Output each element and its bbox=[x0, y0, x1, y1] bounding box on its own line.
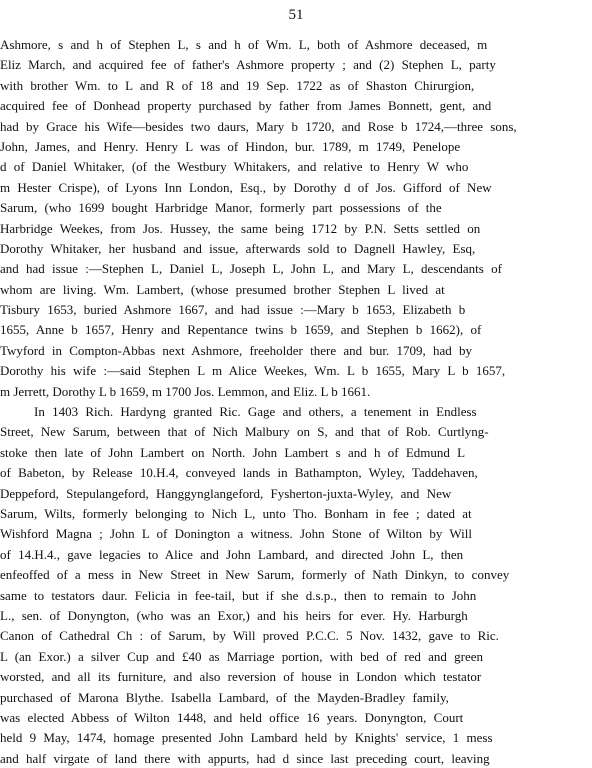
text-line: Eliz March, and acquired fee of father's Ashmore property ; and (2) Stephen L, party bbox=[0, 57, 496, 73]
text-line: L., sen. of Donyngton, (who was an Exor,) and his heirs for ever. Hy. Harburgh bbox=[0, 607, 468, 623]
text-line: Ashmore, s and h of Stephen L, s and h of Wm. L, both of Ashmore deceased, m bbox=[0, 37, 488, 52]
text-line: Street, New Sarum, between that of Nich Malbury on S, and that of Rob. Curtlyng- bbox=[0, 424, 489, 440]
body-text bbox=[0, 35, 592, 768]
text-line: Sarum, Wilts, formerly belonging to Nich L, unto Tho. Bonham in fee ; dated at bbox=[0, 505, 472, 521]
text-line: enfeoffed of a mess in New Street in New Sarum, formerly of Nath Dinkyn, to convey bbox=[0, 567, 510, 583]
text-line: stoke then late of John Lambert on North. John Lambert s and h of Edmund L bbox=[0, 444, 466, 460]
text-line: purchased of Marona Blythe. Isabella Lambard, of the Mayden-Bradley family, bbox=[0, 689, 449, 705]
text-line: 1655, Anne b 1657, Henry and Repentance twins b 1659, and Stephen b 1662), of bbox=[0, 322, 482, 338]
text-line: Sarum, (who 1699 bought Harbridge Manor, formerly part possessions of the bbox=[0, 200, 442, 216]
text-line: whom are living. Wm. Lambert, (whose presumed brother Stephen L lived at bbox=[0, 281, 445, 297]
text-line: L (an Exor.) a silver Cup and £40 as Marriage portion, with bed of red and green bbox=[0, 648, 484, 664]
text-line: worsted, and all its furniture, and also reversion of house in London which testator bbox=[0, 669, 482, 685]
text-line: of 14.H.4., gave legacies to Alice and John Lambard, and directed John L, then bbox=[0, 546, 464, 562]
paragraph-start-line: In 1403 Rich. Hardyng granted Ric. Gage and others, a tenement in Endless bbox=[34, 404, 477, 420]
text-line: Dorothy Whitaker, her husband and issue, afterwards sold to Dagnell Hawley, Esq, bbox=[0, 240, 476, 256]
text-line: m Jerrett, Dorothy L b 1659, m 1700 Jos. Lemmon, and Eliz. L b 1661. bbox=[0, 383, 371, 399]
text-line: Tisbury 1653, buried Ashmore 1667, and had issue :—Mary b 1653, Elizabeth b bbox=[0, 302, 466, 318]
text-line: held 9 May, 1474, homage presented John Lambard held by Knights' service, 1 mess bbox=[0, 730, 493, 746]
text-line: d of Daniel Whitaker, (of the Westbury Whitakers, and relative to Henry W who bbox=[0, 159, 469, 175]
page-number: 51 bbox=[288, 7, 304, 23]
text-line: John, James, and Henry. Henry L was of Hindon, bur. 1789, m 1749, Penelope bbox=[0, 138, 461, 154]
text-line: Dorothy his wife :—said Stephen L m Alice Weekes, Wm. L b 1655, Mary L b 1657, bbox=[0, 363, 506, 379]
text-line: Twyford in Compton-Abbas next Ashmore, freeholder there and bur. 1709, had by bbox=[0, 342, 472, 358]
text-line: was elected Abbess of Wilton 1448, and held office 16 years. Donyngton, Court bbox=[0, 709, 464, 725]
text-line: with brother Wm. to L and R of 18 and 19 Sep. 1722 as of Shaston Chirurgion, bbox=[0, 77, 475, 93]
text-line: and had issue :—Stephen L, Daniel L, Joseph L, John L, and Mary L, descendants of bbox=[0, 261, 502, 277]
text-line: Harbridge Weekes, from Jos. Hussey, the same being 1712 by P.N. Setts settled on bbox=[0, 220, 481, 236]
text-line: had by Grace his Wife—besides two daurs, Mary b 1720, and Rose b 1724,—three sons, bbox=[0, 118, 517, 134]
text-line: Wishford Magna ; John L of Donington a witness. John Stone of Wilton by Will bbox=[0, 526, 472, 542]
text-line: of Babeton, by Release 10.H.4, conveyed lands in Bathampton, Wyley, Taddehaven, bbox=[0, 465, 478, 481]
text-line: and half virgate of land there with appurts, had d since last preceding court, leaving bbox=[0, 750, 490, 766]
text-line: acquired fee of Donhead property purchased by father from James Bonnett, gent, and bbox=[0, 98, 492, 114]
text-line: Canon of Cathedral Ch : of Sarum, by Will proved P.C.C. 5 Nov. 1432, gave to Ric. bbox=[0, 628, 499, 644]
text-line: m Hester Crispe), of Lyons Inn London, Esq., by Dorothy d of Jos. Gifford of New bbox=[0, 179, 492, 195]
text-line: same to testators daur. Felicia in fee-tail, but if she d.s.p., then to remain to John bbox=[0, 587, 477, 603]
text-line: Deppeford, Stepulangeford, Hanggynglangeford, Fysherton-juxta-Wyley, and New bbox=[0, 485, 452, 501]
